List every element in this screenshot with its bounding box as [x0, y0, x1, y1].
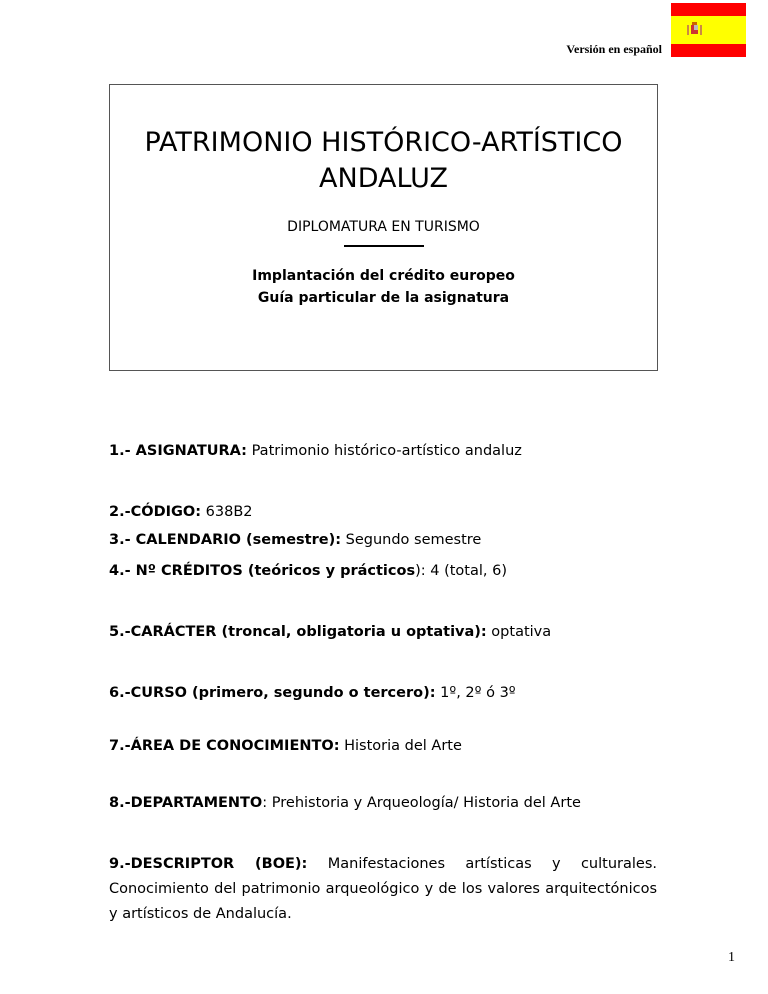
page-number: 1: [728, 950, 735, 965]
field-asignatura: 1.- ASIGNATURA: Patrimonio histórico-artístico andaluz: [109, 443, 522, 459]
field-departamento: 8.-DEPARTAMENTO: Prehistoria y Arqueología/ Historia del Arte: [109, 795, 581, 811]
degree-label: DIPLOMATURA EN TURISMO: [287, 219, 480, 235]
subtitle: Implantación del crédito europeo Guía particular de la asignatura: [252, 268, 515, 306]
field-caracter: 5.-CARÁCTER (troncal, obligatoria u optativa): optativa: [109, 624, 552, 640]
spain-flag-icon: [671, 3, 746, 57]
field-area: 7.-ÁREA DE CONOCIMIENTO: Historia del Arte: [109, 738, 462, 754]
document-title: PATRIMONIO HISTÓRICO-ARTÍSTICO ANDALUZ: [144, 127, 623, 194]
divider: [344, 245, 424, 247]
field-descriptor: 9.-DESCRIPTOR (BOE): Manifestaciones artísticas y culturales. Conocimiento del patrimonio arqueológico y de los valores arquitectónicos y artísticos de Andalucía.: [109, 856, 657, 922]
field-curso: 6.-CURSO (primero, segundo o tercero): 1º, 2º ó 3º: [109, 685, 516, 701]
field-creditos: 4.- Nº CRÉDITOS (teóricos y prácticos): 4 (total, 6): [109, 563, 507, 579]
field-calendario: 3.- CALENDARIO (semestre): Segundo semestre: [109, 532, 482, 548]
version-label: Versión en español: [566, 42, 662, 56]
cover-box: [109, 84, 658, 371]
field-codigo: 2.-CÓDIGO: 638B2: [109, 504, 253, 520]
